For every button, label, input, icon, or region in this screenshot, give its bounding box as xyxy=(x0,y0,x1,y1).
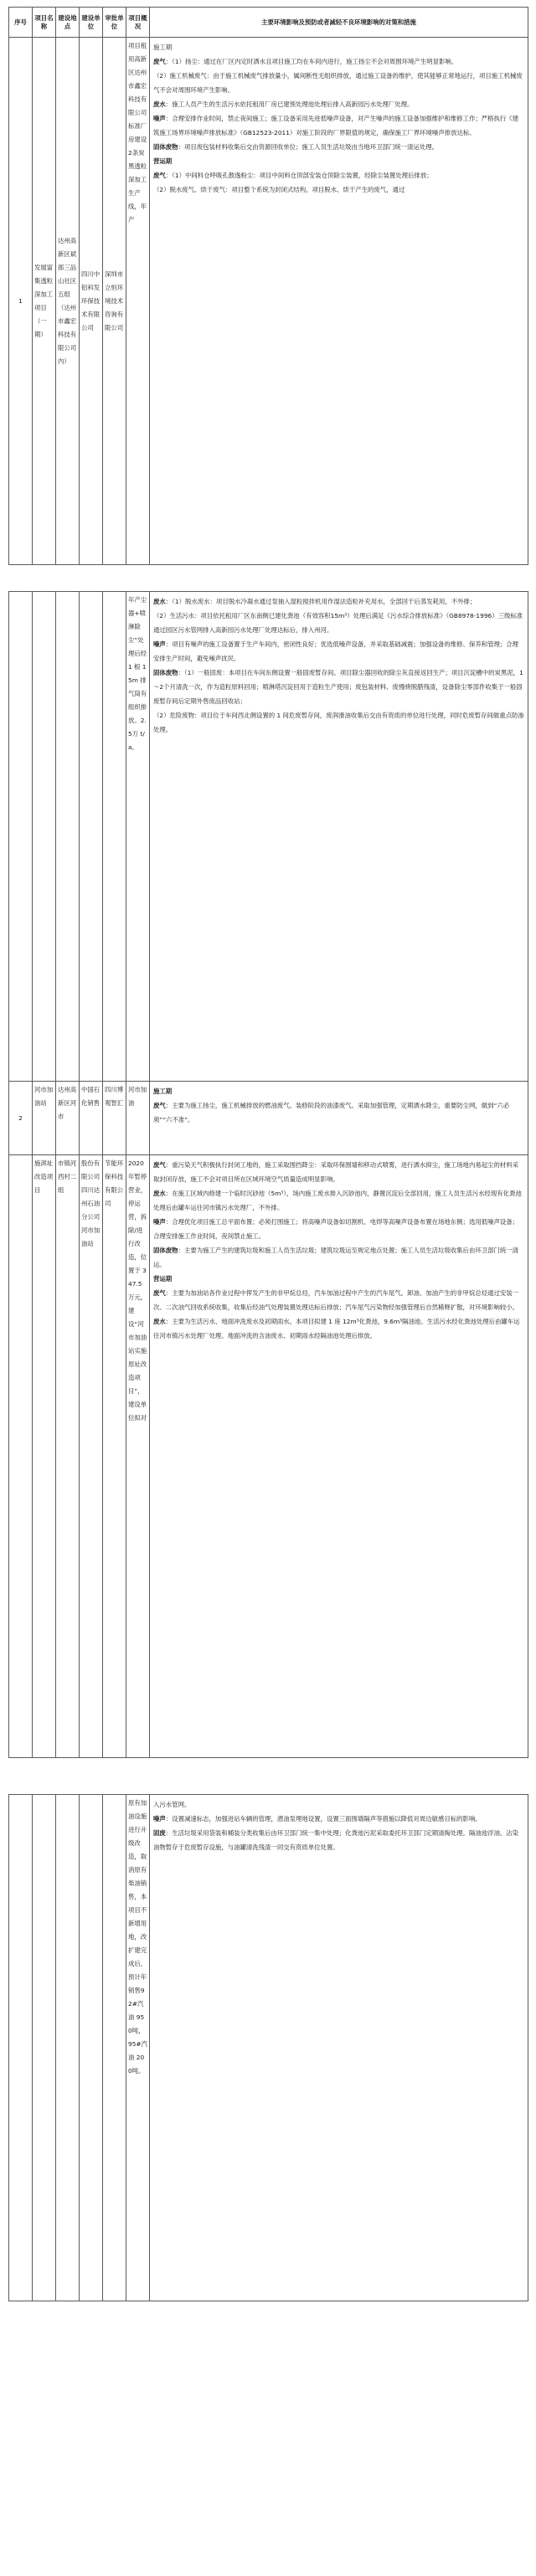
project-3-overview: 2020年暂停营业，停运营，拆除/进行改造，位置于 347.5 万元，建设“河市加油站实施原址改造项目”，建设单位拟对 xyxy=(126,1155,150,1758)
p3-solid-b: ：生活垃圾采用袋装和桶装分类收集后由环卫部门统一集中处理；化粪池污泥采取委托环卫部门定期清掏处理。隔油池浮油、沾染油物暂存于危废暂存设施，与油罐清洗残渣一同交有资质单位处置。 xyxy=(153,1829,519,1851)
o-water-1: ：（1）脱水废水：项目脱水冷凝水通过泵抽入湿粒搅拌机用作湿法造粒补充用水，全部回干后蒸发耗用，不外排； xyxy=(165,598,477,605)
project-1-measures xyxy=(150,38,528,565)
p3-water-c: 入污水管网。 xyxy=(153,1801,191,1808)
label-noise: 噪声 xyxy=(153,115,166,122)
table-block-1 xyxy=(8,7,528,565)
project-1-approve: 深圳市立恒环境技术咨询有限公司 xyxy=(103,38,126,565)
project-1-seq: 1 xyxy=(9,38,33,565)
header-seq: 序号 xyxy=(9,8,33,38)
o-solid-2: （2）危险废物：项目位于车间西北侧设置的 1 间危废暂存间，废润滑油收集后交由有资质的单位进行处理，同时危废暂存间做重点防渗处理。 xyxy=(153,712,524,733)
o-gas-1: ：（1）中间料仓呼吸孔散逸粉尘：项目中间料仓顶部安装仓顶除尘装置，经除尘装置处理后排放； xyxy=(165,172,433,179)
eia-table-part-3 xyxy=(8,1794,528,2301)
project-2-overview: 河市加油 xyxy=(126,1082,150,1155)
label-noise-op: 噪声 xyxy=(153,640,166,648)
project-1-overview: 项目租用高新区达州市鑫宏科技有限公司标准厂房建设2条炭黑透粒深加工生产线，年产 xyxy=(126,38,150,565)
table-block-3 xyxy=(8,1794,528,2301)
eia-table-part-1 xyxy=(8,7,528,565)
p3-label-water: 废水 xyxy=(153,1190,166,1197)
c-gas-2: （2）施工机械废气：由于施工机械废气排放量小，属间断性无组织排放，通过施工设备的维护，使其能够正常地运行，项目施工机械废气不会对周围环境产生影响。 xyxy=(153,72,523,94)
project-3-cont-row xyxy=(9,1795,528,2301)
p3-label-water-op: 废水 xyxy=(153,1318,166,1325)
o-noise: ：项目有噪声的施工设备置于生产车间内，密闭性良好；优选低噪声设备，并采取基础减震；加强设备的维修、保养和管理；合理安排生产时间，避免噪声扰民。 xyxy=(153,640,519,662)
label-solid: 固体废物 xyxy=(153,143,178,151)
project-2-name: 河市加油站 xyxy=(33,1082,56,1155)
c-noise: ：合理安排作业时间，禁止夜间施工；施工设备采用先进低噪声设备，对产生噪声的施工设备加强维护和维修工作；严格执行《建筑施工场界环境噪声排放标准》（GB12523-2011）对施工阶段的厂界限值的规定，确保施工厂界环境噪声排放达标。 xyxy=(153,115,519,136)
header-row xyxy=(9,8,528,38)
p3-gas-a: ：重污染天气积极执行封闭工地的，施工采取围挡降尘：采取环保围墙和移动式喷雾，进行洒水抑尘，施工场地内易起尘的材料采取封闭存放，施工不会对项目所在区域环境空气质量造成明显影响。 xyxy=(153,1161,519,1183)
label-solid-op: 固体废物 xyxy=(153,669,178,676)
project-2-approve: 四川博观智汇 xyxy=(103,1082,126,1155)
project-1-row xyxy=(9,38,528,565)
project-3-location: 市镇河西村二组 xyxy=(56,1155,80,1758)
construction-heading: 施工期 xyxy=(153,44,173,51)
project-1-location: 达州高新区斌郎三品山社区五组（达州市鑫宏科技有限公司内） xyxy=(56,38,80,565)
c-gas: ：（1）扬尘：通过在厂区内定时洒水且项目施工均在车间内进行，施工扬尘不会对周围环境产生明显影响。 xyxy=(165,58,458,65)
project-2-seq: 2 xyxy=(9,1082,33,1155)
header-unit: 建设单位 xyxy=(80,8,103,38)
p3-solid-a: ：主要为施工产生的建筑垃圾和施工人员生活垃圾；建筑垃圾运至规定地点处置；施工人员生活垃圾收集后由环卫部门统一清运。 xyxy=(153,1247,519,1268)
project-2-unit: 中国石化销售 xyxy=(80,1082,103,1155)
p2-label-gas: 废气 xyxy=(153,1102,166,1109)
project-1-overview-cont: 年产尘器+喷淋除尘”处理后经 1 根 15m 排气筒有组织排放。2.5万 t/a。 xyxy=(126,592,150,1082)
eia-table-part-2 xyxy=(8,591,528,1758)
header-measures: 主要环境影响及预防或者减轻不良环境影响的对策和措施 xyxy=(150,8,528,38)
project-3-name: 施湃址改造项目 xyxy=(33,1155,56,1758)
p3-label-gas: 废气 xyxy=(153,1161,166,1169)
header-overview: 项目概况 xyxy=(126,8,150,38)
label-gas-op: 废气 xyxy=(153,172,166,179)
operation-heading: 营运期 xyxy=(153,157,173,165)
p3-op-heading: 营运期 xyxy=(153,1275,173,1283)
p3-water-a: ：在施工区域内修建一个临时沉砂池（5m³），场内施工废水排入沉砂池内，静置沉淀后全部回用，施工人员生活污水经现有化粪池处理后由罐车运往河市镇污水处理厂，不外排。 xyxy=(153,1190,522,1211)
project-2-measures xyxy=(150,1082,528,1155)
p3-noise-a: ：合理优化项目施工总平面布置；必须打围施工；将高噪声设备如切割机、电焊等高噪声设备布置在场地东侧；选用低噪声设备；合理安排施工作业时间，夜间禁止施工。 xyxy=(153,1218,519,1240)
p3-gas-b: ：主要为加油站各作业过程中挥发产生的非甲烷总烃，汽车加油过程中产生的汽车尾气。卸油、加油产生的非甲烷总烃通过安装一次、二次油气回收系统收集，收集后经油气处理装置处理达标后排放；汽车尾气污染物经加强管理后自然稀释扩散，对环境影响较小。 xyxy=(153,1289,519,1311)
o-water-2: （2）生活污水：项目依托租用厂区东南侧已建化粪池（有效容积15m³）处理后满足《污水综合排放标准》（GB8978-1996）三级标准通过园区污水管网排入高新园污水处理厂处理达标后，排入州河。 xyxy=(153,612,523,634)
table-block-2 xyxy=(8,591,528,1758)
p3-label-noise: 噪声 xyxy=(153,1218,166,1226)
label-water: 废水 xyxy=(153,100,166,108)
header-name: 项目名称 xyxy=(33,8,56,38)
p3-noise-b: ：设置减速标志，加强进站车辆的管理，潜油泵埋地设置，设置三面围墙隔声等措施以降低对周边敏感目标的影响。 xyxy=(165,1815,482,1823)
p3-water-b: ：主要为生活污水、地面冲洗废水及初期雨水。本项目拟建 1 座 12m³化粪池，9.6m³隔油池。生活污水经化粪池处理后由罐车运往河市镇污水处理厂处理。地面冲洗的含油废水、初期雨水经隔油池处理后排放。 xyxy=(153,1318,520,1339)
c-solid: ：项目废包装材料收集后交由资源回收单位；施工人员生活垃圾由当地环卫部门统一清运处理。 xyxy=(178,143,438,151)
project-3-unit: 股份有限公司四川达州石油分公司河市加油站 xyxy=(80,1155,103,1758)
o-solid-1: ：（1）一般固废：本项目在车间东侧设置一般固废暂存间。项目除尘器回收的除尘灰直接返回生产；项目沉淀槽中的炭黑泥，1～2个月清洗一次，作为造粒原料回用；喷淋塔沉淀回用于造粒生产使用；废包装材料、废慢烧脱腊残渣，设备除尘零部件收集于一般固废暂存间后定期外售废品回收站； xyxy=(153,669,523,705)
project-3-overview-cont: 原有加油设施进行升级改造，取消原有柴油销售，本项目不新增用地，改扩建完成后，预计年销售92#汽油 950吨，95#汽油 200吨。 xyxy=(126,1795,150,2301)
project-3-measures xyxy=(150,1155,528,1758)
c-water: ：施工人员产生的生活污水依托租用厂房已建预处理池处理后排入高新园污水处理厂处理。 xyxy=(165,100,414,108)
project-3-approve: 节能环保科技有限公司 xyxy=(103,1155,126,1758)
o-gas-2: （2）脱水废气、烘干废气：项目整个系统为封闭式结构，项目脱水、烘干产生的废气，通过 xyxy=(153,186,405,193)
project-1-measures-cont xyxy=(150,592,528,1082)
project-2-cont-row xyxy=(9,1155,528,1758)
project-2-row xyxy=(9,1082,528,1155)
label-gas: 废气 xyxy=(153,58,166,65)
p3-label-solid-op: 固废 xyxy=(153,1829,166,1837)
p2-gas: ：主要为施工扬尘，施工机械排放的燃油废气。装修阶段的油漆废气。采取加强管理，定期洒水降尘，重要防尘网，做到“六必须”“六不准”。 xyxy=(153,1102,510,1123)
project-3-measures-cont xyxy=(150,1795,528,2301)
project-1-cont-row xyxy=(9,592,528,1082)
project-1-name: 发展富集透粒深加工项目（一期） xyxy=(33,38,56,565)
header-location: 建设地点 xyxy=(56,8,80,38)
p3-label-solid: 固体废物 xyxy=(153,1247,178,1254)
p2-heading: 施工期 xyxy=(153,1087,173,1095)
p3-label-noise-op: 噪声 xyxy=(153,1815,166,1823)
project-1-unit: 四川中铝科发环保技术有限公司 xyxy=(80,38,103,565)
p3-label-gas-op: 废气 xyxy=(153,1289,166,1297)
label-water-op: 废水 xyxy=(153,598,166,605)
project-2-location: 达州高新区河市 xyxy=(56,1082,80,1155)
header-approve: 审批单位 xyxy=(103,8,126,38)
